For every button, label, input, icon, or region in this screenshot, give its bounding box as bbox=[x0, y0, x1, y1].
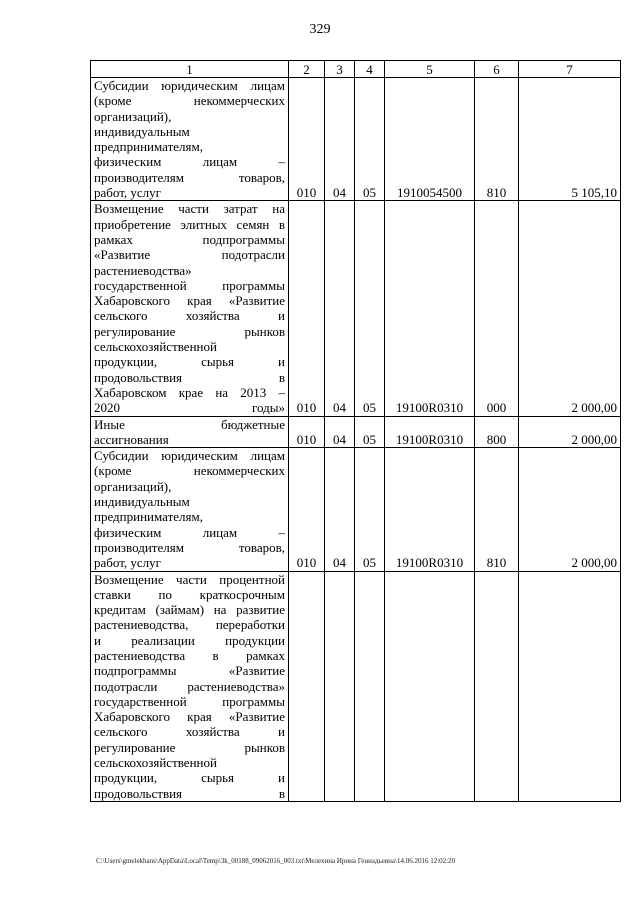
admin-code-cell: 010 bbox=[289, 448, 325, 571]
expense-type-cell: 810 bbox=[475, 78, 519, 201]
table-row bbox=[91, 416, 621, 448]
subsection-cell: 05 bbox=[355, 78, 385, 201]
expense-type-cell: 000 bbox=[475, 201, 519, 416]
amount-cell: 2 000,00 bbox=[519, 448, 621, 571]
description-line: регулирование рынков bbox=[94, 739, 285, 755]
description-line: 2020 годы» bbox=[94, 400, 285, 416]
subsection-cell: 05 bbox=[355, 448, 385, 571]
description-line: Хабаровского края «Развитие bbox=[94, 293, 285, 309]
description-line: предпринимателям, bbox=[94, 509, 203, 525]
target-article-cell: 19100R0310 bbox=[385, 448, 475, 571]
row-description bbox=[91, 78, 289, 201]
description-line: производителям товаров, bbox=[94, 169, 285, 185]
description-line: физическим лицам – bbox=[94, 524, 285, 540]
expense-type-cell: 800 bbox=[475, 416, 519, 448]
target-article-cell: 19100R0310 bbox=[385, 416, 475, 448]
table-row bbox=[91, 448, 621, 571]
description-line: продовольствия в bbox=[94, 369, 285, 385]
amount-cell bbox=[519, 571, 621, 801]
section-cell: 04 bbox=[325, 448, 355, 571]
description-line: Хабаровском крае на 2013 – bbox=[94, 384, 285, 400]
table-header-row bbox=[91, 61, 621, 78]
description-line: Хабаровского края «Развитие bbox=[94, 709, 285, 725]
description-line: растениеводства» bbox=[94, 262, 192, 278]
description-line: работ, услуг bbox=[94, 185, 162, 201]
admin-code-cell: 010 bbox=[289, 416, 325, 448]
description-line: организаций), bbox=[94, 478, 172, 494]
section-cell bbox=[325, 571, 355, 801]
amount-cell: 5 105,10 bbox=[519, 78, 621, 201]
description-line: (кроме некоммерческих bbox=[94, 93, 285, 109]
file-path-footer: C:\Users\gmelekhans\AppData\Local\Temp\3k_00188_09062016_003.txt\Мелехина Ирина Геннадьевна\14.06.2016 12:02:20 bbox=[96, 857, 456, 865]
column-header: 5 bbox=[385, 61, 475, 78]
table-body bbox=[91, 78, 621, 802]
subsection-cell: 05 bbox=[355, 201, 385, 416]
page-number: 329 bbox=[309, 22, 331, 37]
column-header: 4 bbox=[355, 61, 385, 78]
section-cell: 04 bbox=[325, 201, 355, 416]
row-description bbox=[91, 201, 289, 416]
budget-table bbox=[90, 60, 621, 802]
description-line: сельского хозяйства и bbox=[94, 308, 285, 324]
description-line: подотрасли растениеводства» bbox=[94, 678, 285, 694]
row-description bbox=[91, 448, 289, 571]
description-line: и реализации продукции bbox=[94, 632, 285, 648]
admin-code-cell: 010 bbox=[289, 201, 325, 416]
description-line: организаций), bbox=[94, 108, 172, 124]
column-header: 2 bbox=[289, 61, 325, 78]
amount-cell: 2 000,00 bbox=[519, 416, 621, 448]
table-row bbox=[91, 78, 621, 201]
target-article-cell: 19100R0310 bbox=[385, 201, 475, 416]
description-line: Субсидии юридическим лицам bbox=[94, 78, 285, 93]
target-article-cell: 1910054500 bbox=[385, 78, 475, 201]
description-line: кредитам (займам) на развитие bbox=[94, 602, 285, 618]
description-line: продовольствия в bbox=[94, 785, 285, 801]
admin-code-cell: 010 bbox=[289, 78, 325, 201]
description-line: рамках подпрограммы bbox=[94, 231, 285, 247]
table-row bbox=[91, 201, 621, 416]
description-line: (кроме некоммерческих bbox=[94, 463, 285, 479]
description-line: продукции, сырья и bbox=[94, 770, 285, 786]
amount-cell: 2 000,00 bbox=[519, 201, 621, 416]
description-line: растениеводства в рамках bbox=[94, 647, 285, 663]
column-header: 1 bbox=[91, 61, 289, 78]
row-description bbox=[91, 416, 289, 448]
description-line: регулирование рынков bbox=[94, 323, 285, 339]
description-line: сельскохозяйственной bbox=[94, 339, 217, 355]
row-description bbox=[91, 571, 289, 801]
description-line: ставки по краткосрочным bbox=[94, 586, 285, 602]
expense-type-cell bbox=[475, 571, 519, 801]
column-header: 6 bbox=[475, 61, 519, 78]
description-line: производителям товаров, bbox=[94, 539, 285, 555]
description-line: индивидуальным bbox=[94, 123, 190, 139]
section-cell: 04 bbox=[325, 78, 355, 201]
description-line: сельскохозяйственной bbox=[94, 755, 217, 771]
description-line: государственной программы bbox=[94, 277, 285, 293]
table-row bbox=[91, 571, 621, 801]
description-line: Возмещение части затрат на bbox=[94, 201, 285, 217]
description-line: ассигнования bbox=[94, 431, 169, 447]
description-line: Возмещение части процентной bbox=[94, 571, 285, 587]
subsection-cell bbox=[355, 571, 385, 801]
description-line: «Развитие подотрасли bbox=[94, 247, 285, 263]
column-header: 7 bbox=[519, 61, 621, 78]
target-article-cell bbox=[385, 571, 475, 801]
description-line: сельского хозяйства и bbox=[94, 724, 285, 740]
description-line: Субсидии юридическим лицам bbox=[94, 448, 285, 464]
description-line: предпринимателям, bbox=[94, 139, 203, 155]
section-cell: 04 bbox=[325, 416, 355, 448]
description-line: приобретение элитных семян в bbox=[94, 216, 285, 232]
description-line: индивидуальным bbox=[94, 494, 190, 510]
column-header: 3 bbox=[325, 61, 355, 78]
description-line: государственной программы bbox=[94, 693, 285, 709]
description-line: работ, услуг bbox=[94, 555, 162, 571]
description-line: Иные бюджетные bbox=[94, 416, 285, 432]
subsection-cell: 05 bbox=[355, 416, 385, 448]
description-line: физическим лицам – bbox=[94, 154, 285, 170]
description-line: продукции, сырья и bbox=[94, 354, 285, 370]
description-line: растениеводства, переработки bbox=[94, 617, 285, 633]
description-line: подпрограммы «Развитие bbox=[94, 663, 285, 679]
admin-code-cell bbox=[289, 571, 325, 801]
expense-type-cell: 810 bbox=[475, 448, 519, 571]
